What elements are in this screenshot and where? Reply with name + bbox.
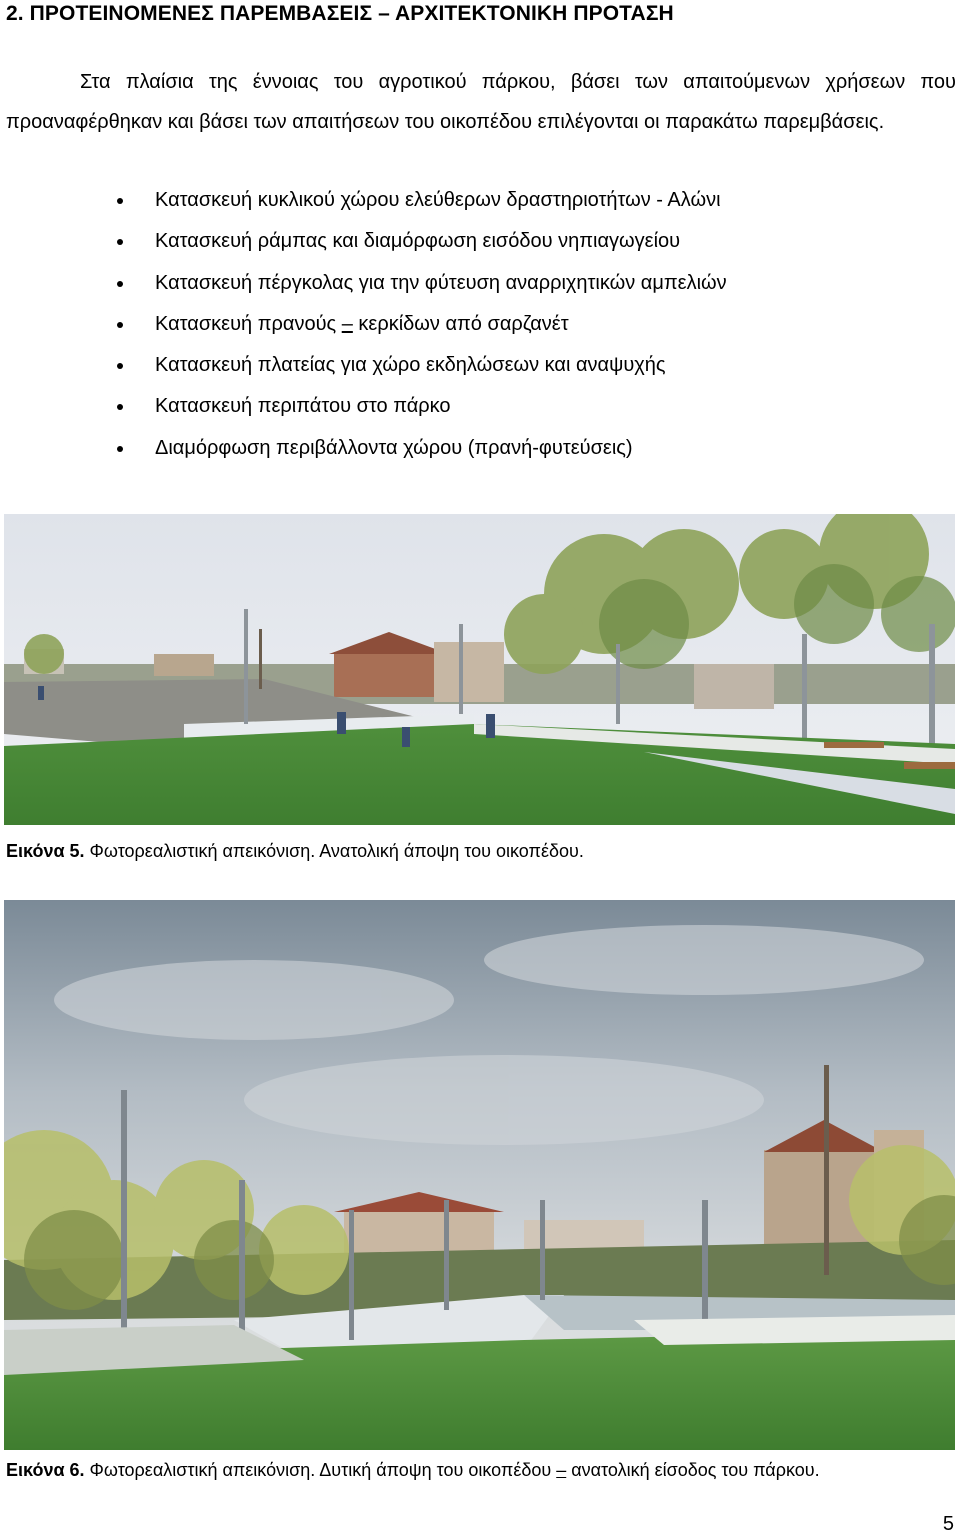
figure-5-caption: Εικόνα 5. Φωτορεαλιστική απεικόνιση. Ανατολική άποψη του οικοπέδου. [6,841,584,861]
bullet-icon [117,363,123,369]
list-item: Κατασκευή πέργκολας για την φύτευση αναρριχητικών αμπελιών [0,263,960,304]
interventions-list [0,180,960,469]
list-item: Κατασκευή περιπάτου στο πάρκο [0,386,960,427]
list-item: Κατασκευή κυκλικού χώρου ελεύθερων δραστηριοτήτων - Αλώνι [0,180,960,221]
bullet-icon [117,404,123,410]
section-heading: 2. ΠΡΟΤΕΙΝΟΜΕΝΕΣ ΠΑΡΕΜΒΑΣΕΙΣ – ΑΡΧΙΤΕΚΤΟΝΙΚΗ ΠΡΟΤΑΣΗ [6,2,674,25]
page-number: 5 [942,1513,954,1535]
bullet-icon [117,322,123,328]
bullet-icon [117,281,123,287]
render-west-view-illustration [4,900,955,1450]
figure-label: Εικόνα 5. [6,841,85,861]
intro-paragraph: Στα πλαίσια της έννοιας του αγροτικού πάρκου, βάσει των απαιτούμενων χρήσεων που προαναφέρθηκαν και βάσει των απαιτήσεων του οικοπέδου επιλέγονται οι παρακάτω παρεμβάσεις. [6,71,956,133]
bullet-icon [117,446,123,452]
underlined-dash: – [341,312,353,335]
render-east-view-image [4,514,955,825]
figure-6-caption: Εικόνα 6. Φωτορεαλιστική απεικόνιση. Δυτική άποψη του οικοπέδου – ανατολική είσοδος του πάρκου. [6,1460,820,1480]
render-west-view-image [4,900,955,1450]
bullet-icon [117,198,123,204]
list-item: Κατασκευή πλατείας για χώρο εκδηλώσεων και αναψυχής [0,345,960,386]
list-item: Διαμόρφωση περιβάλλοντα χώρου (πρανή-φυτεύσεις) [0,428,960,469]
list-item: Κατασκευή πρανούς – κερκίδων από σαρζανέτ [0,304,960,345]
bullet-icon [117,239,123,245]
list-item: Κατασκευή ράμπας και διαμόρφωση εισόδου νηπιαγωγείου [0,221,960,262]
render-east-view-illustration [4,514,955,825]
figure-label: Εικόνα 6. [6,1460,85,1480]
underlined-dash: – [556,1460,567,1480]
